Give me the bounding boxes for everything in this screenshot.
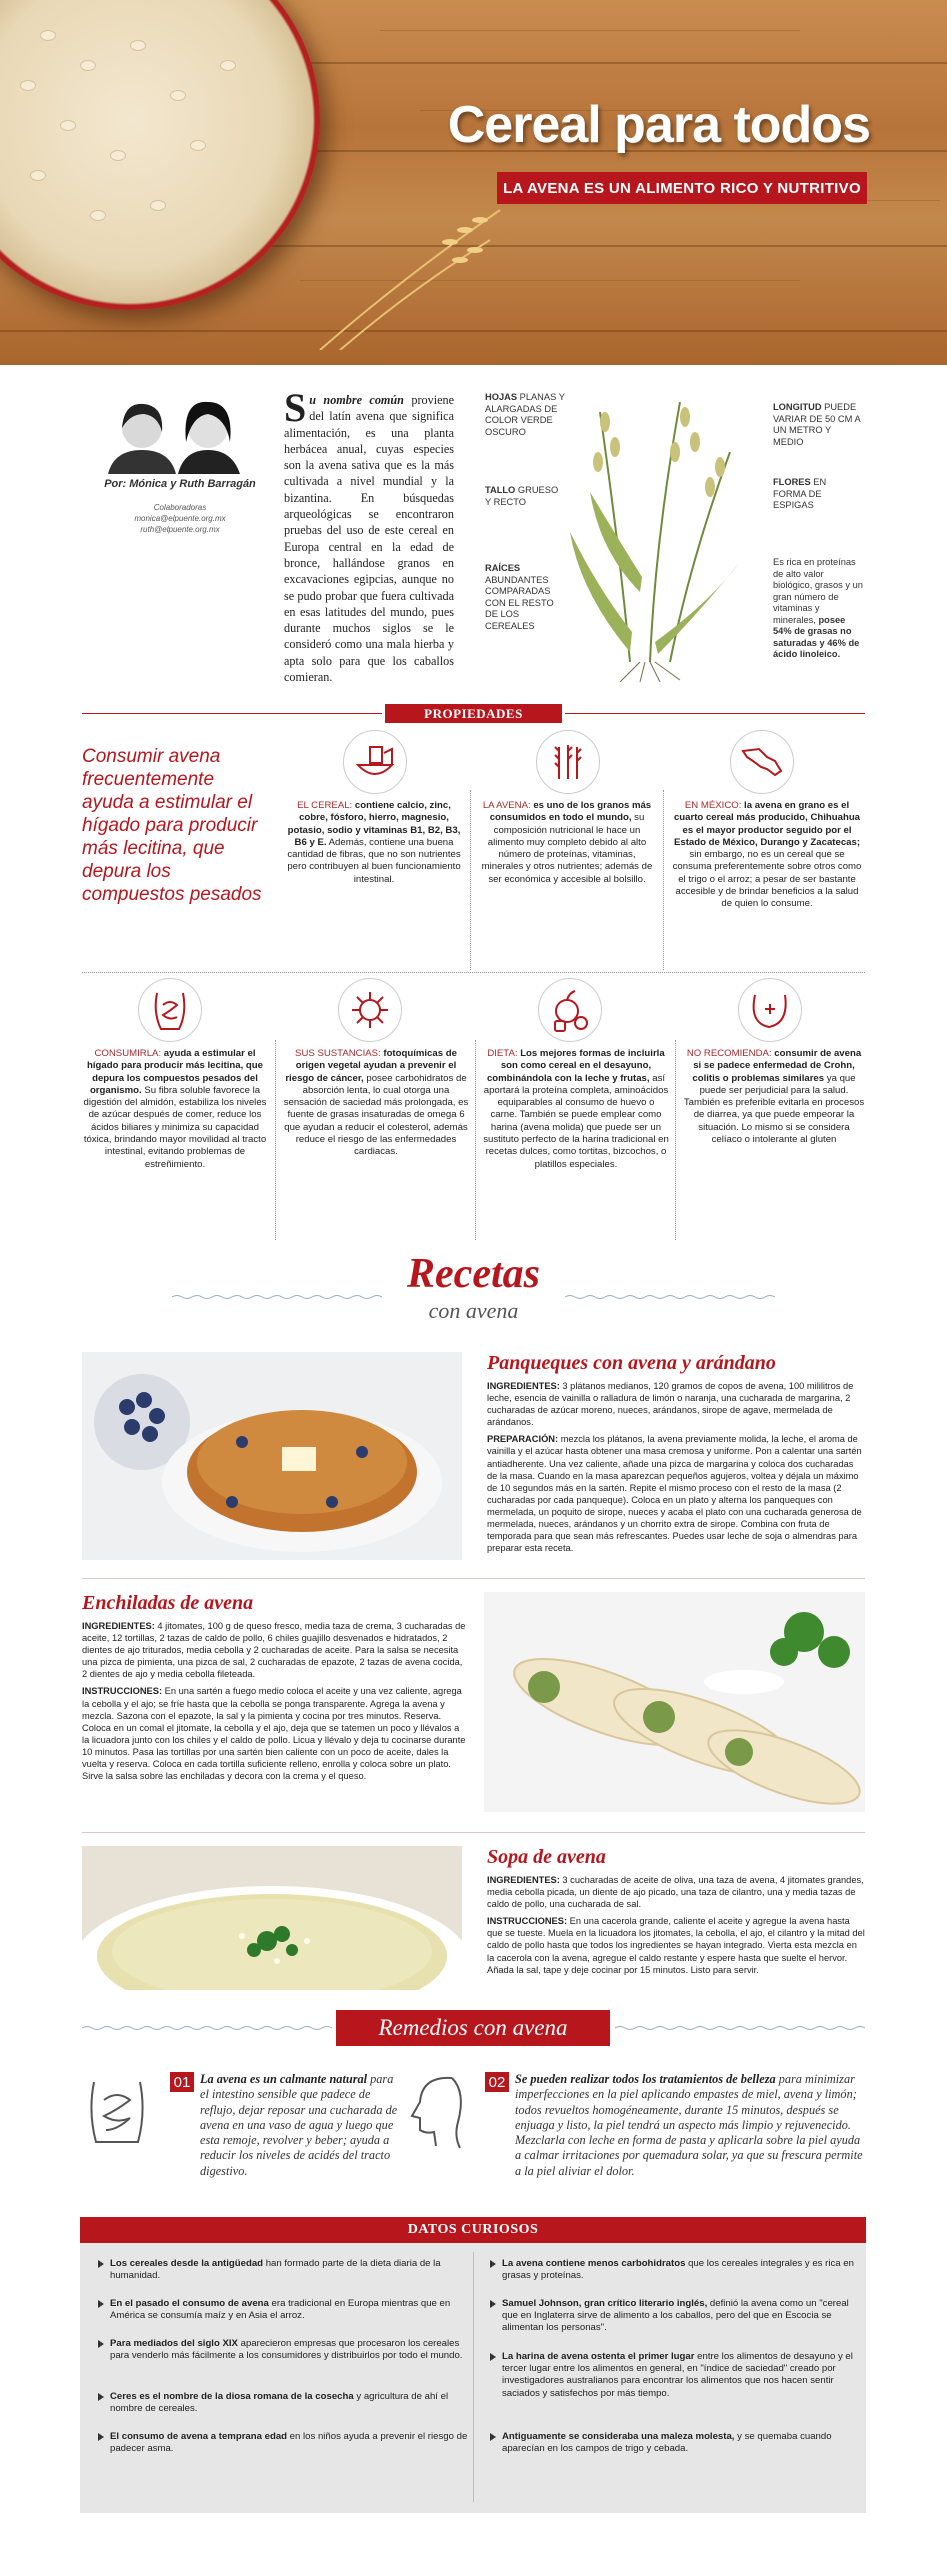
plant-label-longitud: LONGITUD PUEDE VARIAR DE 50 CM A UN METRO Y MEDIO [773, 402, 861, 447]
receta-1-body: INGREDIENTES: 3 plátanos medianos, 120 gramos de copos de avena, 100 mililitros de leche, esencia de vainilla o ralladura de limón o naranja, una cucharada de margarina, 2 cucharadas de azúcar moreno, nueces, arándanos, sirope de agave, mermelada de arándanos. PREPARACIÓN: mezcla los plátanos, la avena previamente molida, la leche, el aroma de vainilla y el azúcar hasta obtener una masa cremosa y uniforme. Pon a calentar una sartén antiadherente. Una vez caliente, añade una pizca de margarina y coloca dos cucharadas de la masa. Cuando en la masa aparezcan pequeños agujeros, voltea y déjala un máximo de 10 segundos más en la sartén. Repite el mismo proceso con el resto de la masa (2 cucharadas por cada panqueque). Coloca en un plato y alterna los panqueques con mermelada, un poquito de sirope, nueces y acaba el plato con una cucharada generosa de mermelada, nueces, arándanos y un chorrito extra de sirope. Combina con fruta de temporada para que sean más refrescantes. Puedes usar leche de soja o almendras para preparar esta receta. [487, 1381, 862, 1554]
propiedades-quote: Consumir avena frecuentemente ayuda a estimular el hígado para producir más lecitina, que depura los compuestos pesados [82, 746, 262, 905]
wheat-stalks-image [310, 200, 510, 350]
wheat-icon [536, 730, 600, 794]
page-subtitle: LA AVENA ES UN ALIMENTO RICO Y NUTRITIVO [497, 172, 867, 204]
propiedades-tag: PROPIEDADES [385, 704, 562, 723]
receta-3-body: INGREDIENTES: 3 cucharadas de aceite de oliva, una taza de avena, 4 jitomates grandes, media cebolla picada, un diente de ajo picado, una taza de cilantro, una y media tazas de caldo de pollo, una cucharada de sal. INSTRUCCIONES: En una cacerola grande, caliente el aceite y agregue la avena hasta que se tueste. Muela en la licuadora los jitomates, la cebolla, el ajo, el cilantro y la mitad del caldo de pollo hasta que todos los ingredientes se hayan integrado. Vierta esta mezcla en la cacerola con la avena, agregue el caldo restante y espere hasta que suelte el hervor. Añada la sal, tape y deje cocinar por 15 minutos. Listo para servir. [487, 1875, 865, 1975]
wave-divider [82, 2025, 332, 2031]
receta-2-body: INGREDIENTES: 4 jitomates, 100 g de queso fresco, media taza de crema, 3 cucharadas de aceite, 12 tortillas, 2 tazas de caldo de pollo, 6 chiles guajillo desvenados e hidratados, 2 dientes de ajo triturados, media cebolla y 2 cucharadas de aceite. Para la salsa se necesita una pizca de pimienta, una pizca de sal, 2 cucharadas de epazote, 2 tazas de avena cocida, 2 dientes de ajo y media cebolla fileteada. INSTRUCCIONES: En una sartén a fuego medio coloca el aceite y una vez caliente, agrega la cebolla y el ajo; se fríe hasta que la cebolla se ponga transparente. Agrega la avena y mezcla. Sazona con el epazote, la sal y la pimienta y cocina por tres minutos. Reserva. Coloca en un comal el jitomate, la cebolla y el ajo, deja que se tatemen un poco y llévalos a la licuadora junto con los chiles y el caldo de pollo. Licua y llévalo y deja tu cocinarse durante 10 minutos. Pasa las tortillas por una sartén bien caliente con un poco de aceite, dales la vuelta y reserva. Coloca en cada tortilla suficiente relleno, enrolla y coloca sobre un plato. Sirve la salsa sobre las enchiladas y decora con la crema y el queso. [82, 1621, 466, 1782]
authors-photo [100, 398, 250, 474]
prop-avena: LA AVENA: es uno de los granos más consumidos en todo el mundo, su composición nutricional le hace un alimento muy completo debido al alto número de proteínas, vitaminas, minerales y otros nutrientes; además de ser económica y accesible al bolsillo. [481, 800, 653, 885]
email-2[interactable]: ruth@elpuente.org.mx [140, 525, 220, 534]
dato-right-3: La harina de avena ostenta el primer lugar entre los alimentos de desayuno y el tercer lugar entre los alimentos en general, en "índice de saciedad" creado por investigadores australianos para encontrar los alimentos que nos hacen sentir saciados y satisfechos por más tiempo. [490, 2351, 862, 2400]
plant-label-raices: RAÍCES ABUNDANTES COMPARADAS CON EL RESTO DE LOS CEREALES [485, 563, 554, 631]
digestive-system-icon [138, 978, 202, 1042]
remedio-1-number: 01 [170, 2072, 194, 2092]
header-banner [0, 0, 947, 365]
email-1[interactable]: monica@elpuente.org.mx [134, 514, 226, 523]
recetas-subtitle: con avena [428, 1298, 519, 1323]
prop-no-recomienda: NO RECOMIENDA: consumir de avena si se padece enfermedad de Crohn, colitis o problemas similares ya que puede ser perjudicial para la salud. También es preferible evitarla en procesos de diarrea, ya que puede empeorar la situación. Lo mismo si se considera celíaco o intolerante al gluten [683, 1048, 865, 1146]
prop-consumirla: CONSUMIRLA: ayuda a estimular el hígado para producir más lecitina, que depura los compuestos pesados del organismo. Su fibra soluble favorece la digestión del almidón, estabiliza los niveles de azúcar después de comer, reduce los ácidos biliares y minimiza su capacidad tóxica, brindando mayor movilidad al tracto intestinal, evitando problemas de estreñimiento. [83, 1048, 267, 1170]
authors-byline: Por: Mónica y Ruth Barragán [104, 478, 256, 490]
role-label: Colaboradoras [153, 503, 207, 512]
receta-1-title: Panqueques con avena y arándano [487, 1352, 776, 1374]
plant-label-hojas: HOJAS PLANAS Y ALARGADAS DE COLOR VERDE OSCURO [485, 392, 565, 437]
mexico-map-icon [730, 730, 794, 794]
prop-dieta: DIETA: Los mejores formas de incluirla son como cereal en el desayuno, combinándola con la leche y frutas, así aportará la proteína completa, aminoácidos equiparables al consumo de huevo o carne. También se puede emplear como harina (avena molida) que puede ser un sustituto perfecto de la harina tradicional en recetas dulces, como tortitas, bizcochos, o platillos especiales. [483, 1048, 669, 1170]
cereal-bowl-icon [343, 730, 407, 794]
dato-left-2: En el pasado el consumo de avena era tradicional en Europa mientras que en América se consumía maíz y en Asia el arroz. [98, 2298, 470, 2322]
prop-mexico: EN MÉXICO: la avena en grano es el cuarto cereal más producido, Chihuahua es el mayor productor seguido por el Estado de México, Durango y Zacatecas; sin embargo, no es un cereal que se consuma preferentemente sobre otros como el trigo o el arroz; a pesar de ser bastante accesible y de brindar beneficios a la salud de quien lo consume. [672, 800, 862, 910]
remedio-2-number: 02 [485, 2072, 509, 2092]
intestine-icon [82, 2072, 152, 2152]
plant-label-tallo: TALLO GRUESO Y RECTO [485, 485, 559, 507]
sopa-photo [82, 1846, 462, 1990]
woman-face-icon [402, 2072, 472, 2152]
intro-lead: u nombre común [309, 393, 404, 407]
dato-right-2: Samuel Johnson, gran crítico literario inglés, definió la avena como un "cereal que en Inglaterra sirve de alimento a los caballos, pero del que en Escocia se alimentan los personas". [490, 2298, 862, 2335]
remedio-2-text: Se pueden realizar todos los tratamientos de belleza para minimizar imperfecciones en la piel aplicando empastes de miel, avena y limón; todos revueltos homogéneamente, durante 15 minutos, después se enjuaga y listo, la piel tendrá un aspecto más limpio y rejuvenecido. Mezclarla con leche en forma de pasta y aplicarla sobre la piel ayuda a calmar irritaciones por quemadura solar, ya que su frescura permite a la piel aliviar el dolor. [515, 2072, 863, 2178]
fruits-icon [538, 978, 602, 1042]
dato-left-3: Para mediados del siglo XIX aparecieron empresas que procesaron los cereales para venderlo más fácilmente a los consumidores y distribuirlos por todo el mundo. [98, 2338, 470, 2362]
virus-cell-icon [338, 978, 402, 1042]
receta-3-title: Sopa de avena [487, 1846, 606, 1868]
dato-right-4: Antiguamente se consideraba una maleza molesta, y se quemaba cuando aparecían en los campos de trigo y cebada. [490, 2431, 862, 2455]
prop-sustancias: SUS SUSTANCIAS: fotoquímicas de origen vegetal ayudan a prevenir el riesgo de cáncer, posee carbohidratos de absorción lenta, lo cual otorga una sensación de saciedad más prolongada, es fuente de grasas insaturadas de omega 6 que ayudan a reducir el colesterol, además reduce el riesgo de las enfermedades cardiacas. [283, 1048, 469, 1158]
dato-left-5: El consumo de avena a temprana edad en los niños ayuda a prevenir el riesgo de padecer asma. [98, 2431, 470, 2455]
wave-divider [615, 2025, 865, 2031]
divider [82, 713, 382, 714]
dato-right-1: La avena contiene menos carbohidratos que los cereales integrales y es rica en grasas y proteínas. [490, 2258, 862, 2282]
divider [565, 713, 865, 714]
oats-bowl-image [0, 0, 320, 310]
remedios-tag: Remedios con avena [336, 2010, 610, 2046]
intro-article [284, 385, 455, 685]
datos-curiosos-tag: DATOS CURIOSOS [80, 2217, 866, 2243]
prop-cereal: EL CEREAL: contiene calcio, zinc, cobre, fósforo, hierro, magnesio, potasio, sodio y vitaminas B1, B2, B3, B6 y E. Además, contiene una buena cantidad de fibras, que no son nutrientes pero contribuyen al buen funcionamiento intestinal. [287, 800, 461, 885]
intro-dropcap: S [284, 385, 307, 430]
dato-left-1: Los cereales desde la antigüedad han formado parte de la dieta diaria de la humanidad. [98, 2258, 470, 2282]
dato-left-4: Ceres es el nombre de la diosa romana de la cosecha y agricultura de ahí el nombre de cereales. [98, 2391, 470, 2415]
authors-role [80, 502, 280, 535]
intro-body: proviene del latín avena que significa alimentación, es una planta herbácea anual, cuyas especies son la avena sativa que es la más cultivada a nivel mundial y la bizantina. En búsquedas arqueológicas se encontraron pruebas del uso de este cereal en Europa central en la edad de bronce, hallándose granos en excavaciones egipcias, aunque no se pudo probar que fuera cultivada en esas latitudes del mundo, pues durante muchos siglos se le consideró como una mala hierba y apta solo para que los caballos comieran. [284, 393, 455, 685]
pancakes-photo [82, 1352, 462, 1560]
plant-label-flores: FLORES EN FORMA DE ESPIGAS [773, 477, 827, 510]
stomach-warning-icon [738, 978, 802, 1042]
page-title: Cereal para todos [447, 96, 870, 154]
plant-label-nutrition: Es rica en proteínas de alto valor biológico, grasos y un gran número de vitaminas y minerales, posee 54% de grasas no saturadas y 46% de ácido linoleico. [773, 557, 863, 659]
remedio-1-text: La avena es un calmante natural para el intestino sensible que padece de reflujo, dejar reposar una cucharada de avena en una vaso de agua y luego que esta remoje, revolver y beber; ayuda a reducir los niveles de acidés del tracto digestivo. [200, 2072, 398, 2178]
enchiladas-photo [484, 1592, 865, 1812]
receta-2-title: Enchiladas de avena [82, 1592, 254, 1614]
oat-plant-illustration [560, 392, 760, 682]
recetas-title: Recetas [407, 1251, 540, 1297]
